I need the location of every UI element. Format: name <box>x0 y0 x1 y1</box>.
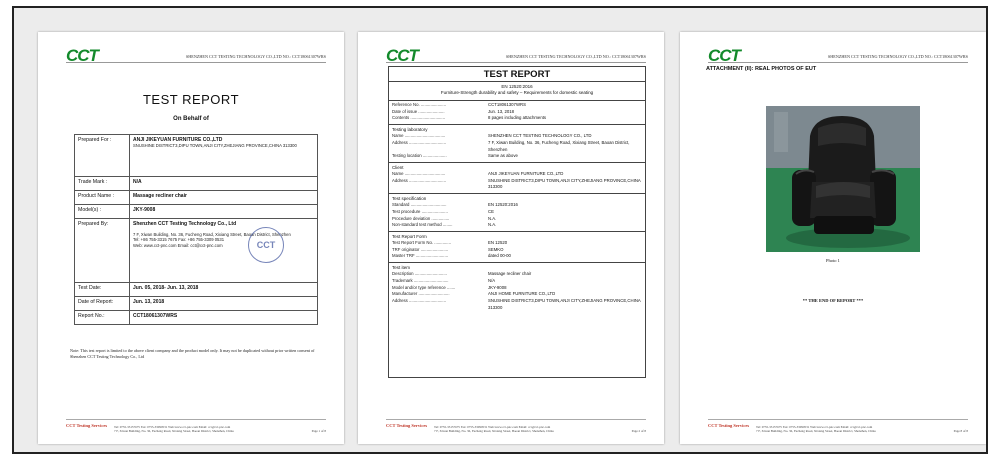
row-value <box>130 135 318 177</box>
prepared-for-address: SNUSHINE DISTRICT3,DIPU TOWN,ANJI CITY,ZHEJIANG PROVINCE,CHINA 313300 <box>133 143 297 148</box>
product-name-value: Massage recliner chair <box>133 193 187 199</box>
detail-key: TRF originator ....................... <box>392 246 449 252</box>
row-label: Trade Mark : <box>75 177 130 191</box>
detail-key: Description ........................... <box>392 271 447 277</box>
page-number: Page 1 of 8 <box>311 428 326 433</box>
detail-value: EN 12520:2016 <box>488 202 518 208</box>
detail-value: EN 12520 <box>488 240 508 246</box>
report-title: TEST REPORT <box>142 92 240 107</box>
section-heading: Test item <box>392 265 411 271</box>
footer-text <box>756 425 968 433</box>
footer-text <box>434 425 646 433</box>
footer-contact: Tel: 0755-33157675 Fax: 0755-33090531 Web:www.cct-pnc.com Email: cct@cct-pnc.com <box>114 424 231 429</box>
detail-key: Testing location .................... <box>392 153 447 159</box>
footer-brand: CCT Testing Services <box>708 423 750 428</box>
detail-value: SEMKO <box>488 246 504 252</box>
detail-value: Massage recliner chair <box>488 271 532 277</box>
detail-row <box>392 102 642 109</box>
reference-section <box>389 100 645 124</box>
detail-value: JKY-9008 <box>488 284 507 290</box>
detail-row <box>392 216 642 223</box>
model-value: JKY-9008 <box>133 207 156 213</box>
row-label: Date of Report: <box>75 297 130 311</box>
table-row <box>75 177 318 191</box>
detail-row <box>392 140 642 153</box>
detail-value: N.A. <box>488 222 497 228</box>
page-number: Page 8 of 8 <box>953 428 968 433</box>
recliner-chair-illustration <box>766 106 920 252</box>
specification-section <box>389 193 645 231</box>
standard-number: EN 12520:2016 <box>501 84 533 89</box>
detail-value: dated 00-00 <box>488 253 511 259</box>
report-details-box <box>388 66 646 378</box>
header-company-line: SHENZHEN CCT TESTING TECHNOLOGY CO.,LTD NO.: CCT18061307WRS <box>505 54 646 59</box>
detail-key: Standard .............................. <box>392 202 447 208</box>
row-value <box>130 297 318 311</box>
header-company-line: SHENZHEN CCT TESTING TECHNOLOGY CO.,LTD NO.: CCT18061307WRS <box>185 54 326 59</box>
detail-key: Name .................................. <box>392 133 446 139</box>
cct-logo: CCT <box>66 46 98 65</box>
detail-key: Address ............................... <box>392 139 446 145</box>
table-row <box>75 205 318 219</box>
footer-address: 7 F, Xiwan Building, No. 36, Fucheng Road, Xixiang Street, Baoan District, Shenzhen, China <box>756 428 876 433</box>
laboratory-section <box>389 124 645 162</box>
detail-row <box>392 171 642 178</box>
row-label: Prepared For : <box>75 135 130 177</box>
row-label: Test Date: <box>75 283 130 297</box>
detail-value: 7 F, Xiwan Building, No. 36, Fucheng Road, Xixiang Street, Baoan District, Shenzhen <box>488 139 630 152</box>
photo-caption: Photo 1 <box>826 258 840 263</box>
client-section <box>389 162 645 193</box>
report-details-page <box>358 32 664 444</box>
header-rule <box>386 62 646 63</box>
cct-logo: CCT <box>708 46 740 65</box>
detail-key: Manufacturer .......................... <box>392 291 450 297</box>
detail-value: N.A. <box>488 215 497 221</box>
prepared-by-name: Shenzhen CCT Testing Technology Co., Ltd <box>133 221 237 227</box>
report-info-table <box>74 134 318 325</box>
prepared-by-web: Web: www.cct-pnc.com Email: cct@cct-pnc.com <box>133 242 223 248</box>
footer-rule <box>66 419 326 420</box>
footer-rule <box>708 419 968 420</box>
table-row <box>75 297 318 311</box>
row-value <box>130 311 318 325</box>
detail-key: Trademark ............................. <box>392 277 449 283</box>
detail-value: CCT18061307WRS <box>488 102 526 108</box>
detail-row <box>392 240 642 247</box>
footer-address: 7 F, Xiwan Building, No. 36, Fucheng Road, Xixiang Street, Baoan District, Shenzhen, China <box>434 428 554 433</box>
detail-value: CE <box>488 208 494 214</box>
report-date-value: Jun. 13, 2018 <box>133 299 165 305</box>
footer-brand: CCT Testing Services <box>386 423 428 428</box>
report-note: Note: This test report is limited to the above client company and the product model only. It may not be duplicated without prior written consent of Shenzhen CCT Testing Technology Co., Ltd <box>70 348 315 359</box>
footer-contact: Tel: 0755-33157675 Fax: 0755-33090531 Web:www.cct-pnc.com Email: cct@cct-pnc.com <box>434 424 551 429</box>
detail-row <box>392 109 642 116</box>
header-company-line: SHENZHEN CCT TESTING TECHNOLOGY CO.,LTD NO.: CCT18061307WRS <box>827 54 968 59</box>
report-title: TEST REPORT <box>389 67 645 82</box>
detail-row <box>392 271 642 278</box>
detail-row <box>392 278 642 285</box>
detail-row <box>392 178 642 191</box>
standard-block <box>389 82 645 100</box>
detail-key: Test Report Form No. .............. <box>392 240 451 246</box>
attachment-heading: ATTACHMENT (II): REAL PHOTOS OF EUT <box>706 66 817 72</box>
table-row <box>75 311 318 325</box>
report-cover-page <box>38 32 344 444</box>
detail-key: Non-standard test method ........ <box>392 222 453 228</box>
detail-key: Master TRF ........................... <box>392 253 449 259</box>
footer-brand: CCT Testing Services <box>66 423 108 428</box>
detail-key: Contents ............................. <box>392 115 446 121</box>
table-row <box>75 135 318 177</box>
table-row <box>75 283 318 297</box>
section-heading: Testing laboratory <box>392 127 428 133</box>
detail-value: SNUSHINE DISTRICT3,DIPU TOWN,ANJI CITY,ZHEJIANG PROVINCE,CHINA 313300 <box>488 177 641 190</box>
detail-key: Model and/or type reference ....... <box>392 284 456 290</box>
detail-key: Name .................................. <box>392 171 446 177</box>
detail-row <box>392 153 642 160</box>
detail-value: ANJI JIKEYUAN FURNITURE CO.,LTD <box>488 171 564 177</box>
row-label: Report No.: <box>75 311 130 325</box>
detail-row <box>392 253 642 260</box>
recliner-chair-photo <box>766 106 920 252</box>
detail-row <box>392 133 642 140</box>
detail-key: Procedure deviation ............... <box>392 215 450 221</box>
detail-value: Jun. 13, 2018 <box>488 108 515 114</box>
detail-row <box>392 115 642 122</box>
detail-key: Address ............................... <box>392 177 446 183</box>
test-item-section <box>389 262 645 313</box>
detail-value: Same as above <box>488 153 518 159</box>
prepared-by-phone: Tel: +86 755-3315 7675 Fax: +86 755-3309 0531 <box>133 237 225 243</box>
row-label: Prepared By: <box>75 219 130 283</box>
header-rule <box>66 62 326 63</box>
detail-row <box>392 291 642 298</box>
row-label: Product Name : <box>75 191 130 205</box>
prepared-by-address: 7 F, Xiwan Building, No. 36, Fucheng Road, Xixiang Street, Baoan District, Shenzhen <box>133 232 291 237</box>
section-heading: Client <box>392 164 404 170</box>
detail-row <box>392 202 642 209</box>
footer-text <box>114 425 326 433</box>
table-row <box>75 219 318 283</box>
footer-contact: Tel: 0755-33157675 Fax: 0755-33090531 Web:www.cct-pnc.com Email: cct@cct-pnc.com <box>756 424 873 429</box>
detail-key: Date of issue ...................... <box>392 108 445 114</box>
detail-row <box>392 298 642 311</box>
row-label: Model(s) : <box>75 205 130 219</box>
trade-mark-value: N/A <box>133 179 142 185</box>
row-value <box>130 219 318 283</box>
cct-logo: CCT <box>386 46 418 65</box>
detail-row <box>392 285 642 292</box>
form-section <box>389 231 645 262</box>
detail-value: SHENZHEN CCT TESTING TECHNOLOGY CO., LTD <box>488 133 592 139</box>
prepared-for-name: ANJI JIKEYUAN FURNITURE CO.,LTD <box>133 137 223 143</box>
company-seal-stamp: CCT <box>248 227 284 263</box>
table-row <box>75 191 318 205</box>
detail-value: N/A <box>488 277 496 283</box>
detail-row <box>392 247 642 254</box>
document-frame <box>12 6 988 454</box>
report-number-value: CCT18061307WRS <box>133 313 178 319</box>
standard-description: Furniture-Strength durability and safety – Requirements for domestic seating <box>440 90 594 96</box>
detail-key: Test procedure ...................... <box>392 208 448 214</box>
page-number: Page 2 of 8 <box>631 428 646 433</box>
row-value <box>130 191 318 205</box>
detail-value: ANJI HOME FURNITURE CO.,LTD <box>488 291 556 297</box>
detail-key: Reference No. ..................... <box>392 102 446 108</box>
section-heading: Test Report Form <box>392 233 427 239</box>
detail-row <box>392 209 642 216</box>
footer-rule <box>386 419 646 420</box>
detail-row <box>392 222 642 229</box>
row-value <box>130 177 318 191</box>
row-value <box>130 205 318 219</box>
detail-key: Address ............................... <box>392 297 446 303</box>
report-photo-page <box>680 32 986 444</box>
report-subtitle: On Behalf of <box>173 116 209 122</box>
header-rule <box>708 62 968 63</box>
section-heading: Test specification <box>392 196 427 202</box>
detail-value: 8 pages including attachments <box>488 115 547 121</box>
row-value <box>130 283 318 297</box>
footer-address: 7 F, Xiwan Building, No. 36, Fucheng Road, Xixiang Street, Baoan District, Shenzhen, China <box>114 428 234 433</box>
end-of-report: ** THE END OF REPORT *** <box>802 298 864 303</box>
detail-value: SNUSHINE DISTRICT3,DIPU TOWN,ANJI CITY,ZHEJIANG PROVINCE,CHINA 313300 <box>488 297 641 310</box>
test-date-value: Jun. 05, 2018- Jun. 13, 2018 <box>133 285 199 291</box>
